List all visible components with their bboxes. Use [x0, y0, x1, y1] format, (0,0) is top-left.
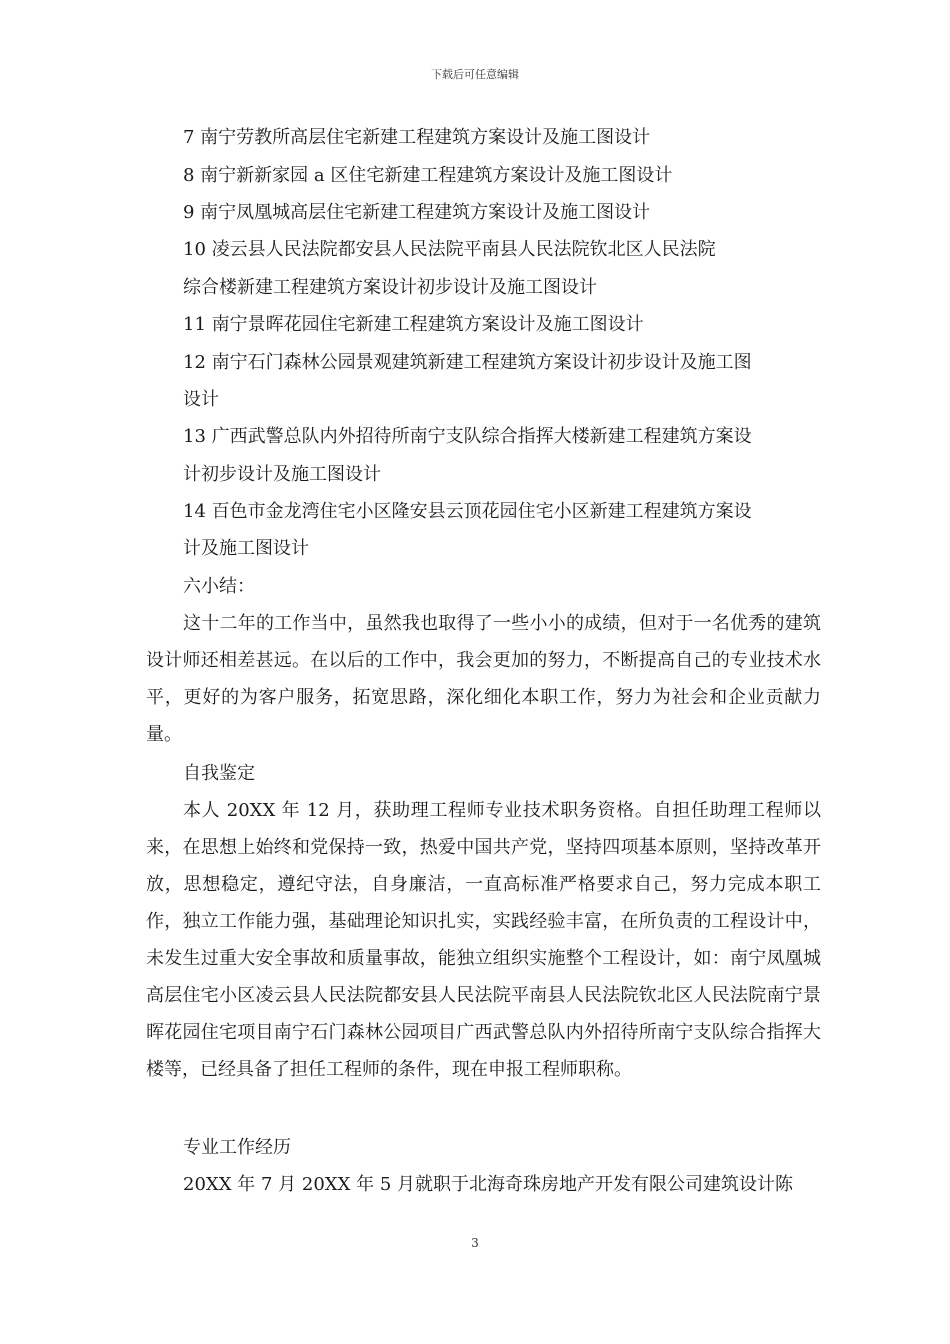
list-item: 9 南宁凤凰城高层住宅新建工程建筑方案设计及施工图设计	[183, 202, 651, 223]
list-item: 10 凌云县人民法院都安县人民法院平南县人民法院钦北区人民法院	[183, 239, 716, 260]
section-heading-self-evaluation: 自我鉴定	[183, 763, 255, 784]
list-item: 12 南宁石门森林公园景观建筑新建工程建筑方案设计初步设计及施工图	[183, 352, 752, 373]
list-item: 11 南宁景晖花园住宅新建工程建筑方案设计及施工图设计	[183, 314, 644, 335]
list-item: 13 广西武警总队内外招待所南宁支队综合指挥大楼新建工程建筑方案设	[183, 426, 752, 447]
page-number: 3	[471, 1236, 479, 1250]
list-item: 设计	[183, 389, 219, 410]
work-experience-line: 20XX 年 7 月 20XX 年 5 月就职于北海奇珠房地产开发有限公司建筑设计陈	[183, 1174, 794, 1195]
summary-paragraph: 这十二年的工作当中，虽然我也取得了一些小小的成绩，但对于一名优秀的建筑设计师还相差甚远。在以后的工作中，我会更加的努力，不断提高自己的专业技术水平，更好的为客户服务，拓宽思路，深化细化本职工作，努力为社会和企业贡献力量。	[146, 613, 821, 745]
list-item: 7 南宁劳教所高层住宅新建工程建筑方案设计及施工图设计	[183, 127, 651, 148]
list-item: 计及施工图设计	[183, 538, 309, 559]
list-item: 14 百色市金龙湾住宅小区隆安县云顶花园住宅小区新建工程建筑方案设	[183, 501, 752, 522]
list-item: 计初步设计及施工图设计	[183, 464, 381, 485]
list-item: 综合楼新建工程建筑方案设计初步设计及施工图设计	[183, 277, 597, 298]
section-heading-summary: 六小结：	[183, 576, 255, 597]
list-item: 8 南宁新新家园 a 区住宅新建工程建筑方案设计及施工图设计	[183, 165, 673, 186]
page-header: 下载后可任意编辑	[431, 68, 519, 81]
section-heading-work-experience: 专业工作经历	[183, 1137, 291, 1158]
self-evaluation-paragraph: 本人 20XX 年 12 月，获助理工程师专业技术职务资格。自担任助理工程师以来，在思想上始终和党保持一致，热爱中国共产党，坚持四项基本原则，坚持改革开放，思想稳定，遵纪守法，自身廉洁，一直高标准严格要求自己，努力完成本职工作，独立工作能力强，基础理论知识扎实，实践经验丰富，在所负责的工程设计中，未发生过重大安全事故和质量事故，能独立组织实施整个工程设计，如：南宁凤凰城高层住宅小区凌云县人民法院都安县人民法院平南县人民法院钦北区人民法院南宁景晖花园住宅项目南宁石门森林公园项目广西武警总队内外招待所南宁支队综合指挥大楼等，已经具备了担任工程师的条件，现在申报工程师职称。	[146, 800, 821, 1080]
